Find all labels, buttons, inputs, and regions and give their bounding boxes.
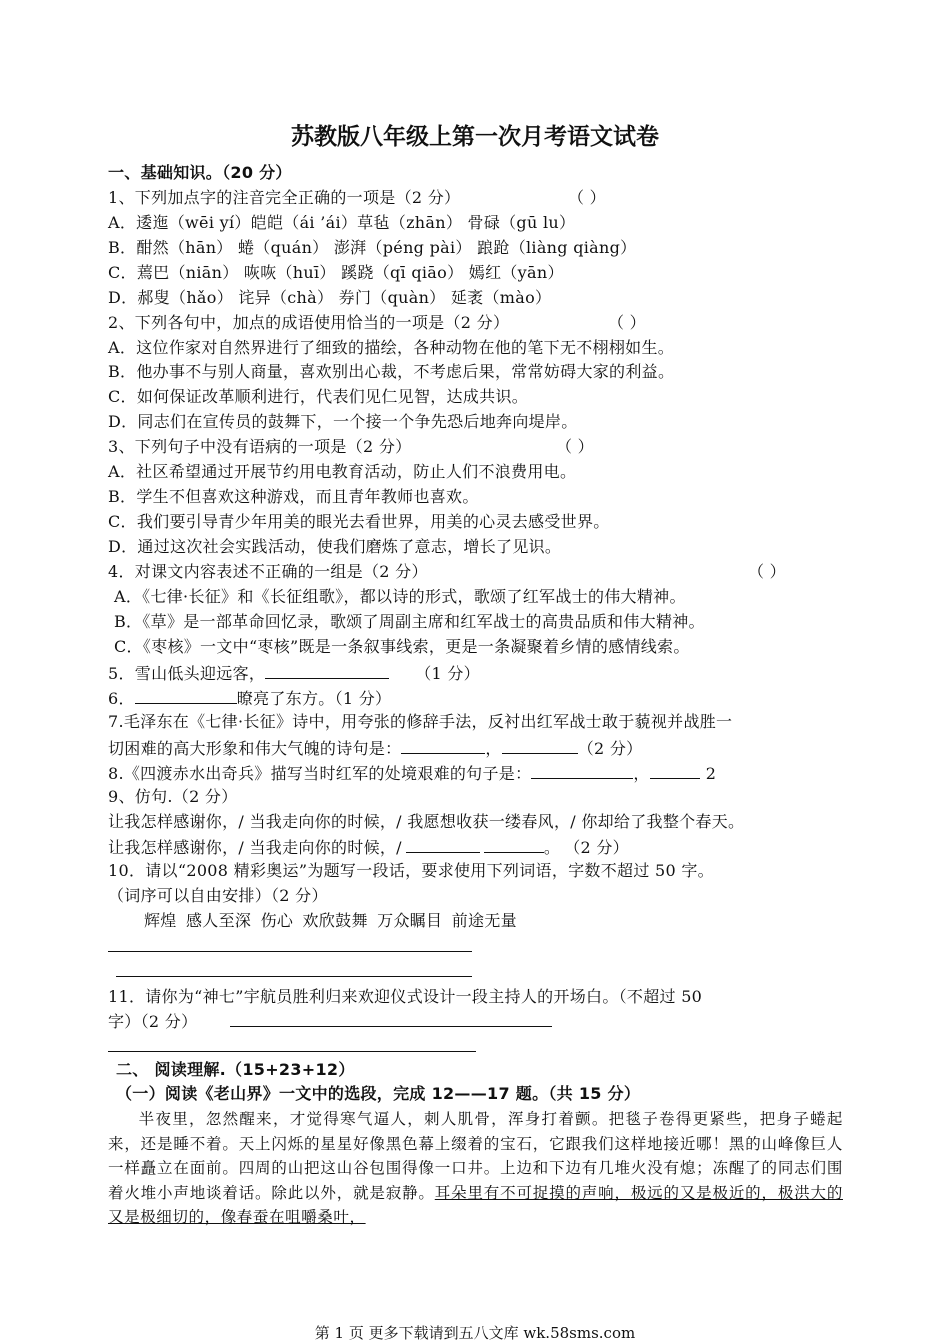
q4-answer-paren: （ ）	[748, 562, 786, 581]
q6-answer-blank[interactable]	[135, 687, 237, 704]
q8-answer-blank-1[interactable]	[531, 762, 633, 779]
q7-line2	[108, 737, 643, 759]
q10-words: 辉煌 感人至深 伤心 欢欣鼓舞 万众瞩目 前途无量	[144, 911, 517, 930]
q4-option-c: C．《枣核》一文中“枣核”既是一条叙事线索，更是一条凝聚着乡情的感情线索。	[114, 637, 690, 656]
q3-option-c: C．我们要引导青少年用美的眼光去看世界，用美的心灵去感受世界。	[108, 512, 610, 531]
q10-line1: 10．请以“2008 精彩奥运”为题写一段话，要求使用下列词语，字数不超过 50 字。	[108, 861, 714, 880]
q3-stem: 3、下列句子中没有语病的一项是（2 分）	[108, 437, 412, 456]
passage-normal: 半夜里，忽然醒来，才觉得寒气逼人，刺人肌骨，浑身打着颤。把毯子卷得更紧些，把身子蜷起来，还是睡不着。天上闪烁的星星好像黑色幕上缀着的宝石，它跟我们这样地接近哪！黑的山峰像巨人一样矗立在面前。四周的山把这山谷包围得像一口井。上边和下边有几堆火没有熄；冻醒了的同志们围着火堆小声地谈着话。除此以外，就是寂静。	[108, 1110, 843, 1202]
page-footer: 第 1 页 更多下载请到五八文库 wk.58sms.com	[314, 1324, 636, 1342]
q11-answer-line-1[interactable]	[230, 1026, 552, 1027]
section1-heading: 一、基础知识。（20 分）	[108, 163, 292, 182]
q1-option-a: A．逶迤（wēi yí）皑皑（ái ’ái）草毡（zhān） 骨碌（gū lu）	[108, 213, 576, 232]
q5-text: 5．雪山低头迎远客，	[108, 664, 266, 683]
q7-sep: ，	[485, 739, 502, 758]
page-title: 苏教版八年级上第一次月考语文试卷	[291, 124, 659, 150]
q7-score: （2 分）	[577, 739, 643, 758]
section2-sub1: （一）阅读《老山界》一文中的选段，完成 12——17 题。（共 15 分）	[116, 1084, 641, 1103]
q6-text: 暸亮了东方。（1 分）	[236, 689, 392, 708]
q4-option-a: A．《七律·长征》和《长征组歌》，都以诗的形式，歌颂了红军战士的伟大精神。	[114, 587, 686, 606]
q1-answer-paren: （ ）	[568, 188, 606, 207]
q3-option-b: B．学生不但喜欢这种游戏，而且青年教师也喜欢。	[108, 487, 479, 506]
q1-option-c: C．蔫巴（niān） 咴咴（huī） 蹊跷（qī qiāo） 嫣红（yān）	[108, 263, 564, 282]
q8-score: 2	[705, 764, 717, 783]
q3-option-a: A．社区希望通过开展节约用电教育活动，防止人们不浪费用电。	[108, 462, 577, 481]
q9-line2	[108, 836, 629, 858]
q9-score: （2 分）	[572, 838, 629, 857]
q6-line	[108, 687, 391, 709]
q10-answer-line-2[interactable]	[116, 976, 472, 977]
q10-answer-line-1[interactable]	[108, 951, 472, 952]
q8-answer-blank-2[interactable]	[650, 762, 700, 779]
q9-answer-blank-1[interactable]	[406, 836, 480, 853]
q7-answer-blank-1[interactable]	[401, 737, 485, 754]
q11-line1: 11．请你为“神七”宇航员胜利归来欢迎仪式设计一段主持人的开场白。（不超过 50	[108, 987, 703, 1006]
q9-answer-blank-2[interactable]	[484, 836, 544, 853]
q2-option-c: C．如何保证改革顺利进行，代表们见仁见智，达成共识。	[108, 387, 529, 406]
q5-line	[108, 662, 480, 684]
q2-answer-paren: （ ）	[608, 313, 646, 332]
q4-option-b: B．《草》是一部革命回忆录，歌颂了周副主席和红军战士的高贵品质和伟大精神。	[114, 612, 705, 631]
q1-stem: 1、下列加点字的注音完全正确的一项是（2 分）	[108, 188, 461, 207]
q5-score: （1 分）	[415, 664, 480, 683]
q1-option-d: D．郝叟（hǎo） 诧异（chà） 券门（quàn） 延袤（mào）	[108, 288, 552, 307]
q9-stem: 9、仿句.（2 分）	[108, 787, 238, 806]
q1-option-b: B．酣然（hān） 蜷（quán） 澎湃（péng pài） 踉跄（liàng qiàng）	[108, 238, 637, 257]
q3-option-d: D．通过这次社会实践活动，使我们磨炼了意志，增长了见识。	[108, 537, 562, 556]
q5-answer-blank[interactable]	[265, 662, 389, 679]
q9-dot: 。	[543, 838, 561, 857]
q7-text: 切困难的高大形象和伟大气魄的诗句是：	[108, 739, 402, 758]
q2-option-d: D．同志们在宣传员的鼓舞下，一个接一个争先恐后地奔向堤岸。	[108, 412, 578, 431]
q7-line1: 7.毛泽东在《七律·长征》诗中，用夸张的修辞手法，反衬出红军战士敢于藐视并战胜一	[108, 712, 733, 731]
q3-answer-paren: （ ）	[556, 437, 594, 456]
q9-text: 让我怎样感谢你，/ 当我走向你的时候，/	[108, 838, 402, 857]
q2-option-a: A．这位作家对自然界进行了细致的描绘，各种动物在他的笔下无不栩栩如生。	[108, 338, 675, 357]
q10-line2: （词序可以自由安排）（2 分）	[108, 886, 328, 905]
q8-sep: ，	[633, 764, 650, 783]
q9-line1: 让我怎样感谢你，/ 当我走向你的时候，/ 我愿想收获一缕春风，/ 你却给了我整个春天。	[108, 812, 745, 831]
section2-heading: 二、 阅读理解.（15+23+12）	[116, 1060, 355, 1079]
q11-answer-line-2[interactable]	[108, 1051, 476, 1052]
q8-line	[108, 762, 716, 784]
q2-option-b: B．他办事不与别人商量，喜欢别出心裁，不考虑后果，常常妨碍大家的利益。	[108, 362, 675, 381]
q2-stem: 2、下列各句中，加点的成语使用恰当的一项是（2 分）	[108, 313, 510, 332]
reading-passage	[108, 1107, 843, 1230]
q4-stem: 4．对课文内容表述不正确的一组是（2 分）	[108, 562, 428, 581]
q11-line2: 字）（2 分）	[108, 1012, 198, 1031]
passage-underlined: 耳朵里有不可捉摸的声响，极远的又是极近的，极洪大的又是极细切的，像春蚕在咀嚼桑叶，	[108, 1183, 843, 1226]
q8-text: 8.《四渡赤水出奇兵》描写当时红军的处境艰难的句子是：	[108, 764, 532, 783]
q6-prefix: 6．	[108, 689, 135, 708]
q7-answer-blank-2[interactable]	[502, 737, 578, 754]
